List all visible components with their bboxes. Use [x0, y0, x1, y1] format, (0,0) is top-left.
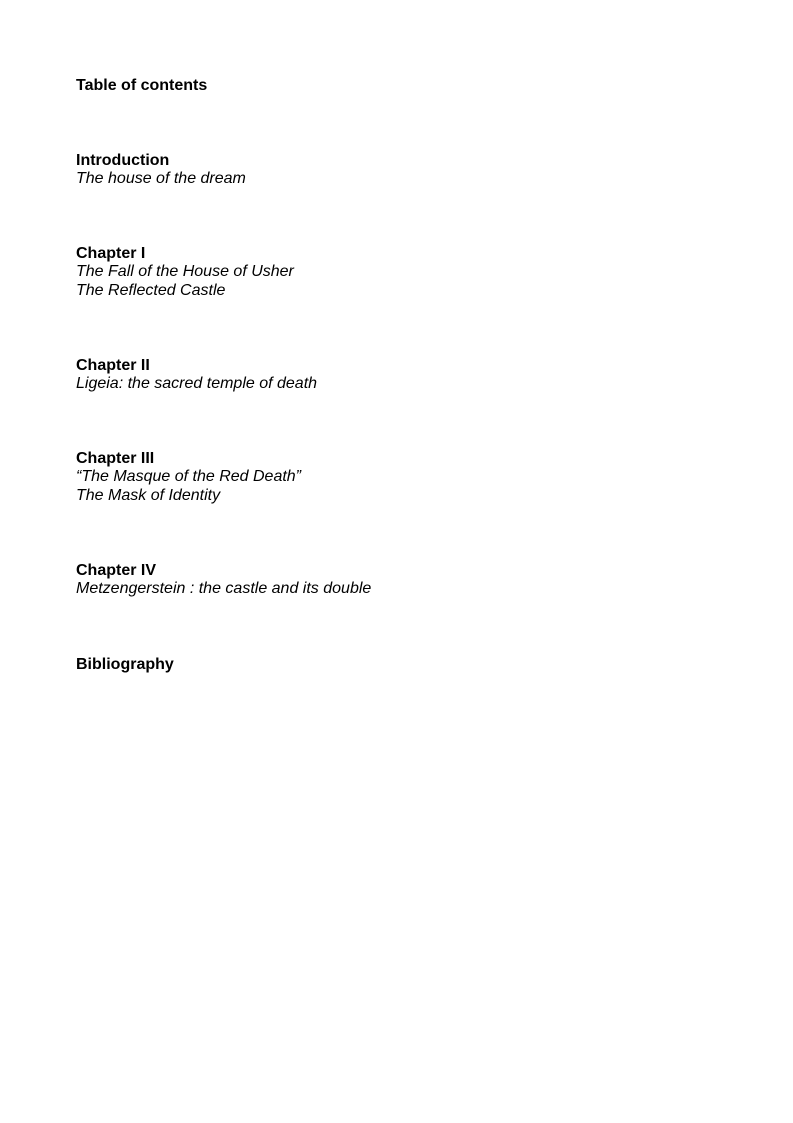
toc-section-bibliography	[76, 655, 174, 674]
section-heading: Introduction	[76, 152, 170, 169]
section-subtitle: The Reflected Castle	[76, 281, 226, 299]
section-heading: Chapter II	[76, 357, 150, 374]
section-subtitle: Ligeia: the sacred temple of death	[76, 375, 318, 392]
section-heading: Bibliography	[76, 656, 174, 673]
toc-section-chapter-1	[76, 244, 294, 300]
section-heading: Chapter III	[76, 450, 155, 467]
section-subtitle: Metzengerstein : the castle and its double	[76, 580, 372, 597]
toc-section-introduction	[76, 151, 246, 189]
section-subtitle: The house of the dream	[76, 170, 246, 187]
section-heading: Chapter I	[76, 245, 146, 262]
section-subtitle: The Fall of the House of Usher	[76, 263, 294, 280]
section-subtitle: “The Masque of the Red Death”	[76, 468, 302, 485]
page-title: Table of contents	[76, 77, 208, 94]
toc-section-chapter-3	[76, 449, 301, 505]
section-subtitle: The Mask of Identity	[76, 486, 221, 504]
section-heading: Chapter IV	[76, 562, 157, 579]
toc-section-chapter-2	[76, 356, 317, 394]
toc-section-chapter-4	[76, 561, 371, 599]
